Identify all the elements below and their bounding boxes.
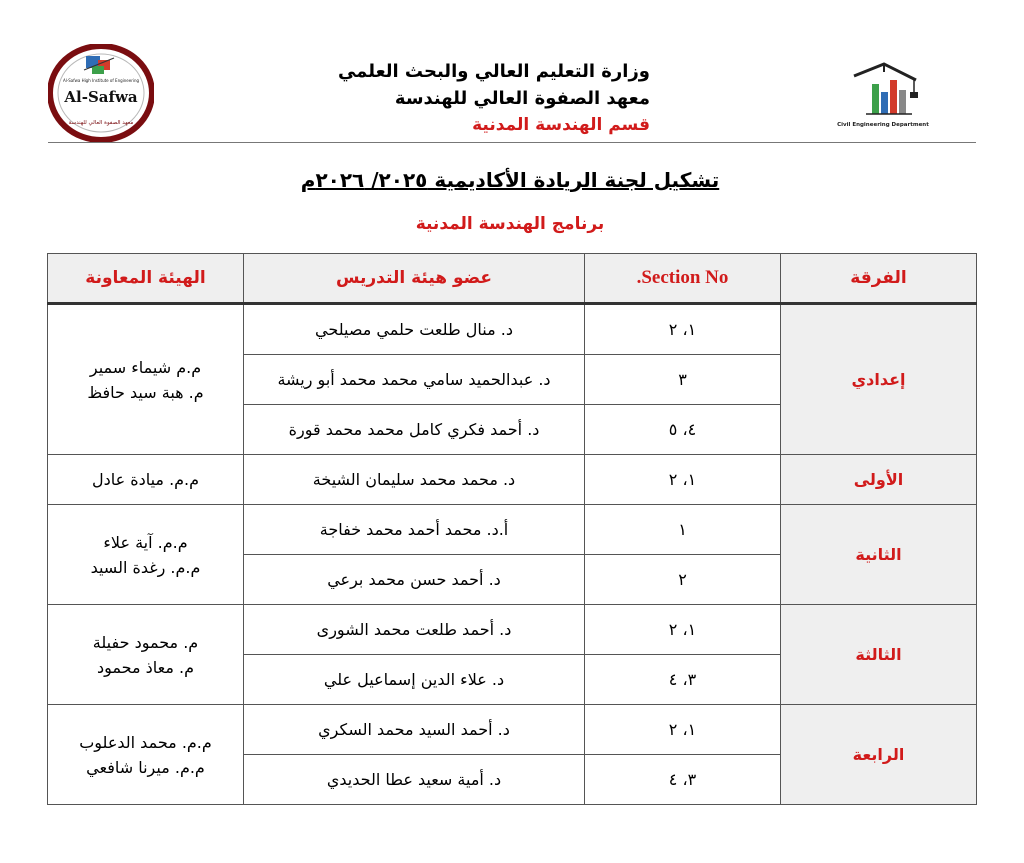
- table-row: [48, 455, 977, 505]
- level-cell: الرابعة: [781, 705, 977, 805]
- ministry-name: وزارة التعليم العالي والبحث العلمي: [337, 61, 650, 82]
- section-cell: ٣: [585, 355, 781, 405]
- section-cell: ١: [585, 505, 781, 555]
- staff-cell: د. محمد محمد سليمان الشيخة: [244, 455, 585, 505]
- assistant-name: م.م. ميرنا شافعي: [86, 757, 205, 777]
- table-header-row: [48, 254, 977, 304]
- header-divider: [48, 142, 976, 143]
- section-cell: ١، ٢: [585, 455, 781, 505]
- assistants-cell: [48, 505, 244, 605]
- header-staff: عضو هيئة التدريس: [244, 254, 585, 304]
- staff-cell: د. أحمد السيد محمد السكري: [244, 705, 585, 755]
- letterhead: [0, 0, 1024, 150]
- level-cell: الثانية: [781, 505, 977, 605]
- staff-cell: د. منال طلعت حلمي مصيلحي: [244, 304, 585, 355]
- al-safwa-logo: [48, 44, 154, 142]
- staff-cell: د. أمية سعيد عطا الحديدي: [244, 755, 585, 805]
- section-cell: ١، ٢: [585, 304, 781, 355]
- assistant-name: م.م. ميادة عادل: [91, 470, 200, 489]
- logo-ring-text: Al-Safwa High Institute of Engineering: [62, 78, 140, 83]
- assistant-name: م. هبة سيد حافظ: [87, 382, 204, 402]
- staff-cell: د. عبدالحميد سامي محمد محمد أبو ريشة: [244, 355, 585, 405]
- staff-cell: د. أحمد طلعت محمد الشورى: [244, 605, 585, 655]
- header-section: [585, 254, 781, 304]
- letterhead-text: [300, 58, 650, 139]
- level-cell: إعدادي: [781, 304, 977, 455]
- department-name: قسم الهندسة المدنية: [472, 115, 650, 135]
- assistant-name: م.م شيماء سمير: [89, 357, 202, 377]
- table-row: [48, 605, 977, 655]
- assistants-cell: [48, 705, 244, 805]
- table-row: [48, 505, 977, 555]
- assistant-name: م.م. آية علاء: [103, 532, 188, 552]
- header-level: الفرقة: [781, 254, 977, 304]
- logo-ring-text-ar: معهد الصفوة العالي للهندسة: [68, 120, 134, 126]
- table-row: [48, 705, 977, 755]
- logo-name-text: Al-Safwa: [64, 88, 138, 106]
- document-title: تشكيل لجنة الريادة الأكاديمية ٢٠٢٥/ ٢٠٢٦م: [300, 168, 720, 192]
- assistant-name: م. معاذ محمود: [97, 657, 194, 677]
- program-subtitle: برنامج الهندسة المدنية: [415, 214, 605, 234]
- section-cell: ١، ٢: [585, 605, 781, 655]
- level-cell: الثالثة: [781, 605, 977, 705]
- section-cell: ١، ٢: [585, 705, 781, 755]
- committee-table: [47, 253, 977, 805]
- staff-cell: د. علاء الدين إسماعيل علي: [244, 655, 585, 705]
- civil-engineering-logo: [836, 62, 930, 132]
- section-cell: ٣، ٤: [585, 655, 781, 705]
- table-row: [48, 304, 977, 355]
- assistant-name: م. محمود حفيلة: [92, 632, 199, 652]
- institute-name: معهد الصفوة العالي للهندسة: [394, 88, 650, 109]
- staff-cell: أ.د. محمد أحمد محمد خفاجة: [244, 505, 585, 555]
- assistants-cell: [48, 605, 244, 705]
- assistants-cell: [48, 455, 244, 505]
- header-assistants: الهيئة المعاونة: [48, 254, 244, 304]
- staff-cell: د. أحمد فكري كامل محمد محمد قورة: [244, 405, 585, 455]
- logo-caption: Civil Engineering Department: [837, 122, 929, 128]
- section-cell: ٤، ٥: [585, 405, 781, 455]
- staff-cell: د. أحمد حسن محمد برعي: [244, 555, 585, 605]
- header-section-label: Section No.: [636, 267, 729, 288]
- level-cell: الأولى: [781, 455, 977, 505]
- section-cell: ٣، ٤: [585, 755, 781, 805]
- section-cell: ٢: [585, 555, 781, 605]
- assistant-name: م.م. محمد الدعلوب: [79, 732, 212, 752]
- assistant-name: م.م. رغدة السيد: [90, 557, 201, 577]
- assistants-cell: [48, 304, 244, 455]
